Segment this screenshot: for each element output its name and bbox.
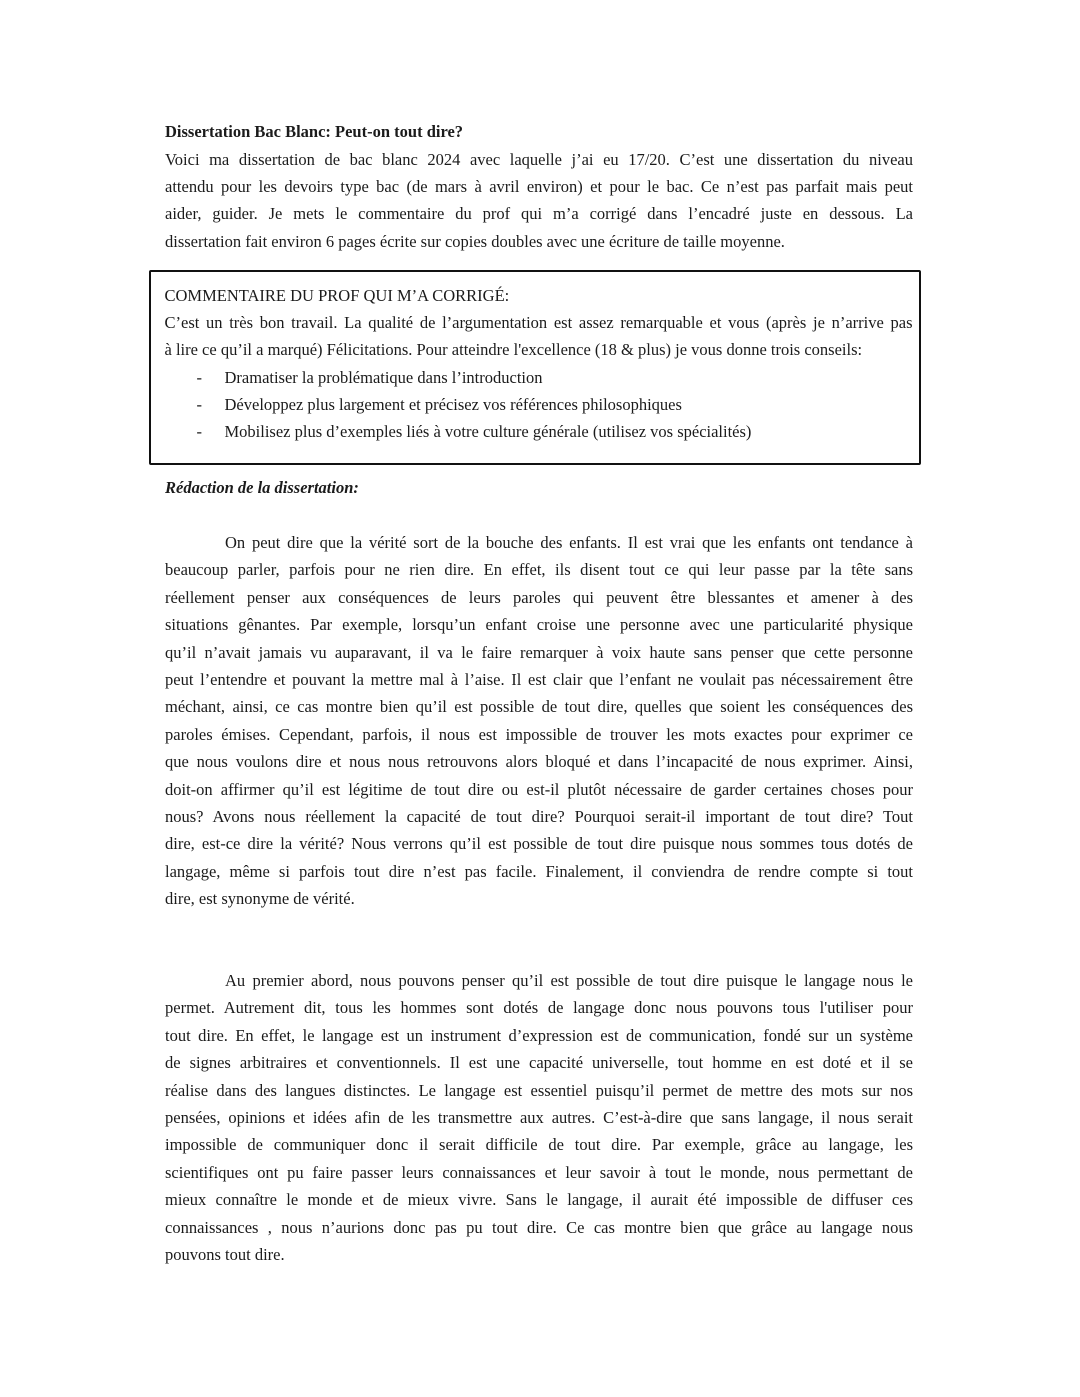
paragraph-line: scientifiques ont pu faire passer leurs connaissances et leur savoir à tout le monde, nous permettant de [165,1162,913,1182]
advice-text: Mobilisez plus d’exemples liés à votre culture générale (utilisez vos spécialités) [224,422,752,442]
body-paragraph [165,967,913,1268]
paragraph-line: qu’il n’avait jamais vu auparavant, il va le faire remarquer à voix haute sans penser que cette personne [165,642,913,662]
section-heading: Rédaction de la dissertation: [165,478,359,497]
paragraph-line: peut l’entendre et pouvant la mettre mal à l’aise. Il est clair que l’enfant ne voulait pas nécessairement être [165,669,913,689]
advice-text: Dramatiser la problématique dans l’introduction [224,367,543,387]
comment-line: C’est un très bon travail. La qualité de l’argumentation est assez remarquable et vous (après je n’arrive pas [164,312,913,332]
advice-list-item [165,364,913,391]
intro-line: aider, guider. Je mets le commentaire du prof qui m’a corrigé dans l’encadré juste en dessous. La [165,204,913,224]
body-paragraph [165,529,913,912]
comment-line: à lire ce qu’il a marqué) Félicitations. Pour atteindre l'excellence (18 & plus) je vous donne trois conseils: [164,340,863,360]
paragraph-line: nous? Avons nous réellement la capacité de tout dire? Pourquoi serait-il important de tout dire? Tout [165,806,913,826]
intro-paragraph [165,146,913,256]
comment-heading: COMMENTAIRE DU PROF QUI M’A CORRIGÉ: [164,285,510,305]
teacher-comment-box [149,270,921,465]
paragraph-line: que nous voulons dire et nous nous retrouvons alors bloqué et dans l’incapacité de nous exprimer. Ainsi, [165,752,913,772]
paragraph-line: mieux connaître le monde et de mieux vivre. Sans le langage, il aurait été impossible de diffuser ces [165,1190,913,1210]
paragraph-line: doit-on affirmer qu’il est légitime de tout dire ou est-il plutôt nécessaire de garder certaines choses pour [165,779,913,799]
paragraph-line: langage, même si parfois tout dire n’est pas facile. Finalement, il conviendra de rendre compte si tout [165,861,913,881]
paragraph-line: beaucoup parler, parfois pour ne rien dire. En effet, ils disent tout ce qui leur passe par la tête sans [165,560,913,580]
paragraph-line: On peut dire que la vérité sort de la bouche des enfants. Il est vrai que les enfants ont tendance à [225,533,913,552]
advice-text: Développez plus largement et précisez vos références philosophiques [224,395,682,415]
paragraph-line: pensées, opinions et idées afin de les transmettre aux autres. C’est-à-dire que sans langage, il nous serait [165,1107,913,1127]
paragraph-line: Au premier abord, nous pouvons penser qu’il est possible de tout dire puisque le langage nous le [225,971,913,990]
advice-list-item [165,391,913,418]
paragraph-line: connaissances , nous n’aurions donc pas pu tout dire. Ce cas montre bien que grâce au langage nous [165,1217,913,1237]
intro-line: Voici ma dissertation de bac blanc 2024 avec laquelle j’ai eu 17/20. C’est une dissertation du niveau [165,149,913,169]
paragraph-line: réellement penser aux conséquences de leurs paroles qui peuvent être blessantes et amener à des [165,587,913,607]
paragraph-line: tout dire. En effet, le langage est un instrument d’expression est de communication, fondé sur un système [165,1025,913,1045]
paragraph-line: impossible de communiquer donc il serait difficile de tout dire. Par exemple, grâce au langage, les [165,1135,913,1155]
intro-line: attendu pour les devoirs type bac (de mars à avril environ) et pour le bac. Ce n’est pas parfait mais peut [165,176,913,196]
paragraph-line: situations gênantes. Par exemple, lorsqu’un enfant croise une personne avec une particularité physique [165,615,913,635]
bullet-dash: - [196,395,202,415]
paragraph-line: de signes arbitraires et conventionnels. Il est une capacité universelle, tout homme en est doté et il se [165,1053,913,1073]
paragraph-line: réalise dans des langues distinctes. Le langage est essentiel puisqu’il permet de mettre des mots sur nos [165,1080,913,1100]
advice-list-item [165,418,913,445]
document-title: Dissertation Bac Blanc: Peut-on tout dire? [165,122,464,141]
paragraph-line: paroles émises. Cependant, parfois, il nous est impossible de trouver les mots exactes pour exprimer ce [165,724,913,744]
paragraph-line: permet. Autrement dit, tous les hommes sont dotés de langage donc nous pouvons tous l'utiliser pour [165,998,913,1018]
teacher-comment-content [165,282,913,446]
bullet-dash: - [196,422,202,442]
bullet-dash: - [196,367,202,387]
paragraph-line: méchant, ainsi, ce cas montre bien qu’il est possible de tout dire, quelles que soient les conséquences des [165,697,913,717]
paragraph-line: dire, est synonyme de vérité. [165,889,355,909]
paragraph-line: pouvons tout dire. [165,1244,285,1264]
paragraph-line: dire, est-ce dire la vérité? Nous verrons qu’il est possible de tout dire puisque nous sommes tous dotés de [165,834,913,854]
intro-line: dissertation fait environ 6 pages écrite sur copies doubles avec une écriture de taille moyenne. [165,231,785,251]
